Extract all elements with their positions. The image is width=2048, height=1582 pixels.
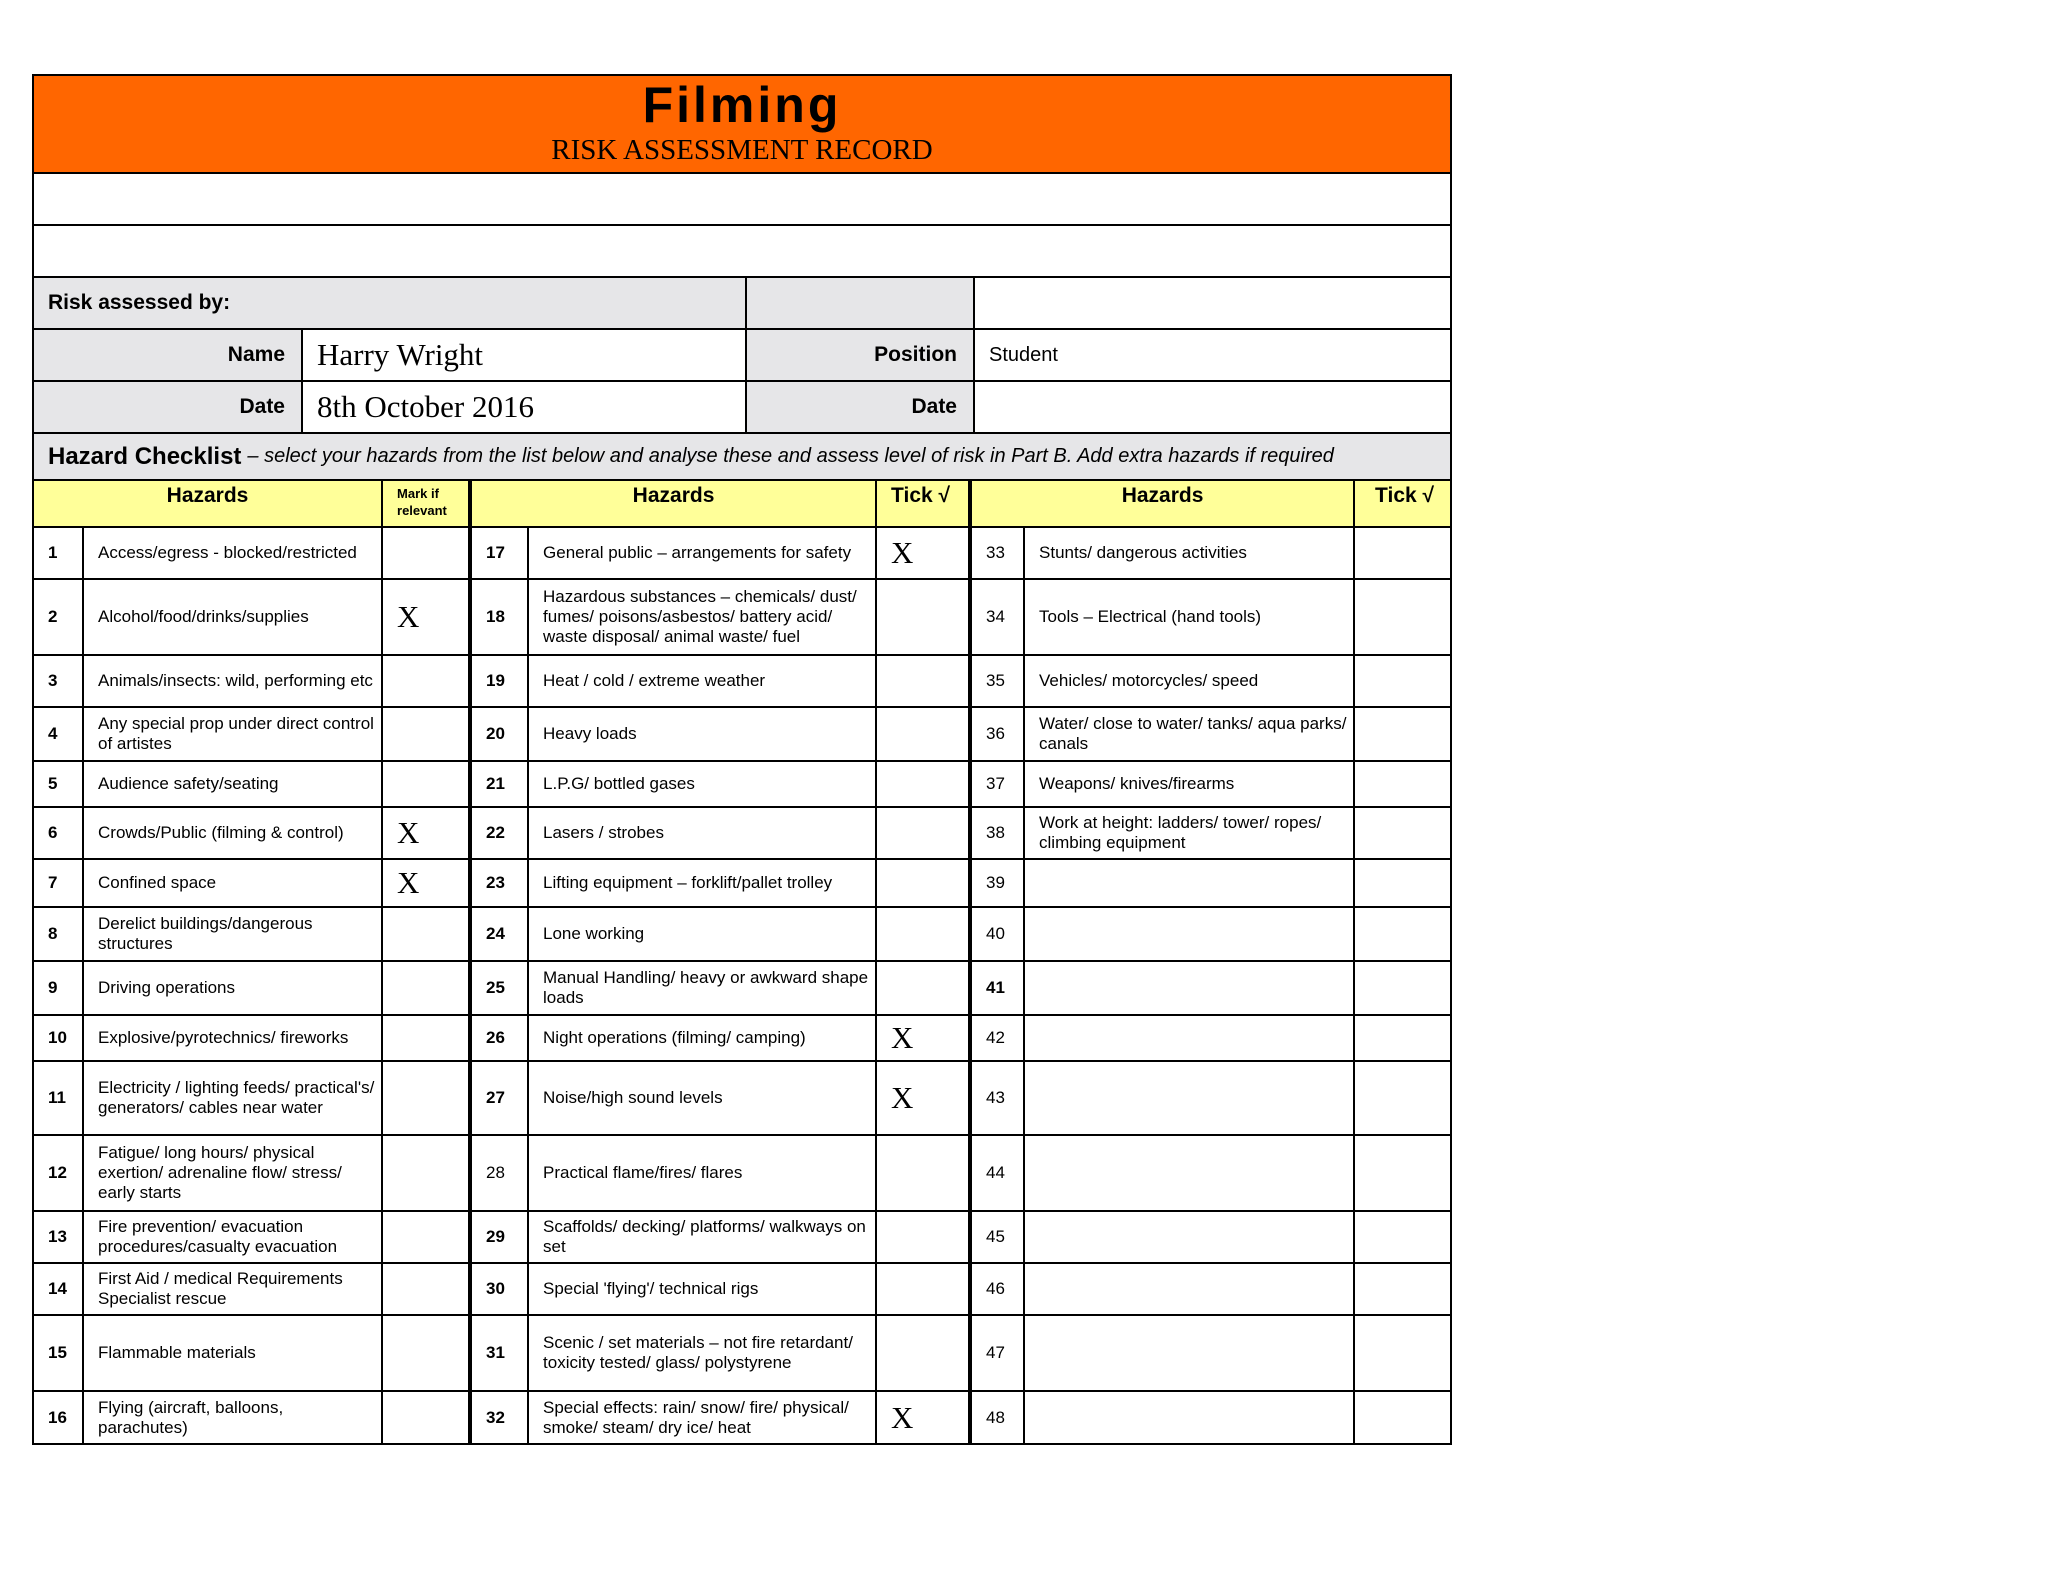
mark-if-relevant-cell[interactable] (382, 1391, 470, 1443)
tick-cell[interactable] (876, 1315, 970, 1391)
tick-cell[interactable]: X (876, 1061, 970, 1135)
hazard-description: Alcohol/food/drinks/supplies (83, 579, 382, 655)
hazard-number: 28 (470, 1135, 528, 1211)
hazard-description (1024, 1135, 1354, 1211)
hazard-description: Flying (aircraft, balloons, parachutes) (83, 1391, 382, 1443)
mark-if-relevant-cell[interactable] (382, 1263, 470, 1315)
tick-cell[interactable] (1354, 907, 1450, 961)
date-label: Date (34, 382, 303, 432)
mark-if-relevant-cell[interactable] (382, 761, 470, 807)
document-title: Filming (642, 77, 842, 133)
hazard-number: 22 (470, 807, 528, 859)
hazard-number: 11 (34, 1061, 83, 1135)
hazard-number: 40 (970, 907, 1024, 961)
hazard-description: Special 'flying'/ technical rigs (528, 1263, 876, 1315)
hazard-description: Water/ close to water/ tanks/ aqua parks/ canals (1024, 707, 1354, 761)
hazard-description: Weapons/ knives/firearms (1024, 761, 1354, 807)
hazard-number: 1 (34, 527, 83, 579)
title-band (34, 76, 1450, 174)
checklist-heading: Hazard Checklist (48, 442, 242, 470)
name-row (34, 330, 1450, 382)
mark-if-relevant-cell[interactable] (382, 707, 470, 761)
tick-cell[interactable] (1354, 1263, 1450, 1315)
hazard-description: First Aid / medical Requirements Specialist rescue (83, 1263, 382, 1315)
hazard-description: Noise/high sound levels (528, 1061, 876, 1135)
hazard-description: Driving operations (83, 961, 382, 1015)
hazard-number: 10 (34, 1015, 83, 1061)
tick-cell[interactable] (1354, 527, 1450, 579)
assessor-blank-field[interactable] (975, 278, 1450, 328)
hazard-description: Access/egress - blocked/restricted (83, 527, 382, 579)
hazard-description: Manual Handling/ heavy or awkward shape loads (528, 961, 876, 1015)
tick-cell[interactable] (1354, 1135, 1450, 1211)
hazard-description: Work at height: ladders/ tower/ ropes/ climbing equipment (1024, 807, 1354, 859)
hazard-description: Fire prevention/ evacuation procedures/casualty evacuation (83, 1211, 382, 1263)
hazard-number: 38 (970, 807, 1024, 859)
hazard-description (1024, 859, 1354, 907)
hazard-number: 43 (970, 1061, 1024, 1135)
tick-cell[interactable] (876, 907, 970, 961)
tick-cell[interactable] (1354, 961, 1450, 1015)
hazard-row (34, 527, 1450, 579)
hazard-description: Special effects: rain/ snow/ fire/ physical/ smoke/ steam/ dry ice/ heat (528, 1391, 876, 1443)
name-field[interactable]: Harry Wright (303, 330, 747, 380)
hazard-description: Crowds/Public (filming & control) (83, 807, 382, 859)
tick-cell[interactable] (876, 655, 970, 707)
date2-label: Date (747, 382, 975, 432)
date-field[interactable]: 8th October 2016 (303, 382, 747, 432)
tick-cell[interactable] (876, 859, 970, 907)
hazard-description: Lone working (528, 907, 876, 961)
hazard-description: General public – arrangements for safety (528, 527, 876, 579)
hazard-description (1024, 1015, 1354, 1061)
hazard-number: 31 (470, 1315, 528, 1391)
hazard-row (34, 1135, 1450, 1211)
tick-cell[interactable] (1354, 1315, 1450, 1391)
hazards-header-2: Hazards (470, 481, 876, 527)
tick-cell[interactable] (1354, 1211, 1450, 1263)
hazard-description: Scenic / set materials – not fire retardant/ toxicity tested/ glass/ polystyrene (528, 1315, 876, 1391)
tick-header-2: Tick √ (1354, 481, 1450, 527)
hazard-description: Practical flame/fires/ flares (528, 1135, 876, 1211)
hazard-number: 32 (470, 1391, 528, 1443)
hazard-number: 34 (970, 579, 1024, 655)
hazard-number: 13 (34, 1211, 83, 1263)
hazard-description: Lifting equipment – forklift/pallet trolley (528, 859, 876, 907)
date-row (34, 382, 1450, 434)
tick-header-1: Tick √ (876, 481, 970, 527)
hazard-description (1024, 1391, 1354, 1443)
hazard-number: 46 (970, 1263, 1024, 1315)
hazard-table (34, 481, 1450, 1443)
hazard-description (1024, 1211, 1354, 1263)
hazard-number: 44 (970, 1135, 1024, 1211)
hazard-number: 27 (470, 1061, 528, 1135)
hazard-description (1024, 907, 1354, 961)
hazard-number: 8 (34, 907, 83, 961)
hazard-number: 24 (470, 907, 528, 961)
hazard-description: Stunts/ dangerous activities (1024, 527, 1354, 579)
risk-assessment-sheet (32, 74, 1452, 1445)
hazard-description: Scaffolds/ decking/ platforms/ walkways on set (528, 1211, 876, 1263)
hazard-number: 26 (470, 1015, 528, 1061)
hazard-number: 7 (34, 859, 83, 907)
tick-cell[interactable] (1354, 761, 1450, 807)
hazard-number: 33 (970, 527, 1024, 579)
hazard-number: 30 (470, 1263, 528, 1315)
hazard-row (34, 1391, 1450, 1443)
hazard-number: 47 (970, 1315, 1024, 1391)
hazard-number: 16 (34, 1391, 83, 1443)
position-label: Position (747, 330, 975, 380)
hazard-number: 15 (34, 1315, 83, 1391)
hazards-header-1: Hazards (34, 481, 382, 527)
hazard-row (34, 961, 1450, 1015)
mark-if-relevant-cell[interactable] (382, 1061, 470, 1135)
tick-cell[interactable] (876, 707, 970, 761)
hazard-description: Audience safety/seating (83, 761, 382, 807)
hazard-description: Animals/insects: wild, performing etc (83, 655, 382, 707)
hazard-description: Heat / cold / extreme weather (528, 655, 876, 707)
hazard-description: Night operations (filming/ camping) (528, 1015, 876, 1061)
hazard-number: 3 (34, 655, 83, 707)
tick-cell[interactable] (1354, 807, 1450, 859)
hazard-row (34, 1211, 1450, 1263)
mark-if-relevant-header: Mark if relevant (382, 481, 470, 527)
hazard-number: 20 (470, 707, 528, 761)
hazard-row (34, 807, 1450, 859)
mark-if-relevant-cell[interactable]: X (382, 579, 470, 655)
mark-if-relevant-cell[interactable] (382, 1315, 470, 1391)
hazard-description (1024, 1061, 1354, 1135)
hazard-number: 36 (970, 707, 1024, 761)
name-label: Name (34, 330, 303, 380)
hazard-description: Hazardous substances – chemicals/ dust/ fumes/ poisons/asbestos/ battery acid/ waste disposal/ animal waste/ fuel (528, 579, 876, 655)
hazard-description: Electricity / lighting feeds/ practical's/ generators/ cables near water (83, 1061, 382, 1135)
hazard-row (34, 859, 1450, 907)
hazard-number: 2 (34, 579, 83, 655)
hazard-description: Vehicles/ motorcycles/ speed (1024, 655, 1354, 707)
blank-row-2[interactable] (34, 226, 1450, 278)
tick-cell[interactable] (876, 579, 970, 655)
tick-cell[interactable]: X (876, 1015, 970, 1061)
hazard-number: 19 (470, 655, 528, 707)
hazard-description (1024, 1263, 1354, 1315)
hazard-number: 37 (970, 761, 1024, 807)
hazard-row (34, 1315, 1450, 1391)
risk-assessed-by-label: Risk assessed by: (34, 278, 747, 328)
tick-cell[interactable] (1354, 1391, 1450, 1443)
hazard-number: 17 (470, 527, 528, 579)
assessor-blank-grey (747, 278, 975, 328)
tick-cell[interactable] (1354, 579, 1450, 655)
hazard-number: 35 (970, 655, 1024, 707)
tick-cell[interactable] (1354, 859, 1450, 907)
hazard-row (34, 761, 1450, 807)
checklist-instruction: – select your hazards from the list below and analyse these and assess level of risk in Part B. Add extra hazards if required (247, 445, 1334, 467)
tick-cell[interactable] (876, 1211, 970, 1263)
hazard-row (34, 1015, 1450, 1061)
hazard-number: 4 (34, 707, 83, 761)
hazard-row (34, 707, 1450, 761)
blank-row-1[interactable] (34, 174, 1450, 226)
tick-cell[interactable] (1354, 707, 1450, 761)
hazard-header-row (34, 481, 1450, 527)
hazard-number: 45 (970, 1211, 1024, 1263)
tick-cell[interactable]: X (876, 1391, 970, 1443)
hazard-number: 9 (34, 961, 83, 1015)
mark-if-relevant-cell[interactable] (382, 961, 470, 1015)
mark-if-relevant-cell[interactable] (382, 1015, 470, 1061)
hazard-number: 42 (970, 1015, 1024, 1061)
mark-if-relevant-cell[interactable] (382, 527, 470, 579)
hazard-number: 6 (34, 807, 83, 859)
mark-if-relevant-cell[interactable]: X (382, 807, 470, 859)
tick-cell[interactable] (1354, 1015, 1450, 1061)
hazard-description: Explosive/pyrotechnics/ fireworks (83, 1015, 382, 1061)
hazard-number: 48 (970, 1391, 1024, 1443)
tick-cell[interactable] (876, 761, 970, 807)
tick-cell[interactable] (876, 1263, 970, 1315)
tick-cell[interactable] (876, 807, 970, 859)
hazard-row (34, 579, 1450, 655)
hazard-number: 5 (34, 761, 83, 807)
mark-if-relevant-cell[interactable]: X (382, 859, 470, 907)
hazard-description: Heavy loads (528, 707, 876, 761)
position-field[interactable]: Student (989, 343, 1058, 366)
hazard-number: 14 (34, 1263, 83, 1315)
tick-cell[interactable]: X (876, 527, 970, 579)
hazard-description: L.P.G/ bottled gases (528, 761, 876, 807)
hazard-description (1024, 961, 1354, 1015)
hazard-description: Fatigue/ long hours/ physical exertion/ adrenaline flow/ stress/ early starts (83, 1135, 382, 1211)
hazard-description (1024, 1315, 1354, 1391)
date2-field[interactable] (975, 382, 1450, 432)
hazard-number: 21 (470, 761, 528, 807)
hazard-number: 25 (470, 961, 528, 1015)
hazard-number: 12 (34, 1135, 83, 1211)
hazard-description: Any special prop under direct control of artistes (83, 707, 382, 761)
mark-if-relevant-cell[interactable] (382, 655, 470, 707)
hazard-number: 18 (470, 579, 528, 655)
hazard-row (34, 1061, 1450, 1135)
tick-cell[interactable] (876, 1135, 970, 1211)
hazard-description: Tools – Electrical (hand tools) (1024, 579, 1354, 655)
assessor-row (34, 278, 1450, 330)
hazard-row (34, 1263, 1450, 1315)
hazard-description: Lasers / strobes (528, 807, 876, 859)
mark-if-relevant-cell[interactable] (382, 1135, 470, 1211)
hazard-number: 41 (970, 961, 1024, 1015)
hazard-row (34, 907, 1450, 961)
hazard-description: Derelict buildings/dangerous structures (83, 907, 382, 961)
hazard-number: 39 (970, 859, 1024, 907)
hazard-row (34, 655, 1450, 707)
hazard-number: 23 (470, 859, 528, 907)
document-subtitle: RISK ASSESSMENT RECORD (551, 134, 933, 166)
tick-cell[interactable] (1354, 1061, 1450, 1135)
tick-cell[interactable] (876, 961, 970, 1015)
checklist-heading-row (34, 434, 1450, 481)
tick-cell[interactable] (1354, 655, 1450, 707)
mark-if-relevant-cell[interactable] (382, 907, 470, 961)
hazard-description: Flammable materials (83, 1315, 382, 1391)
hazard-number: 29 (470, 1211, 528, 1263)
hazards-header-3: Hazards (970, 481, 1354, 527)
hazard-description: Confined space (83, 859, 382, 907)
mark-if-relevant-cell[interactable] (382, 1211, 470, 1263)
